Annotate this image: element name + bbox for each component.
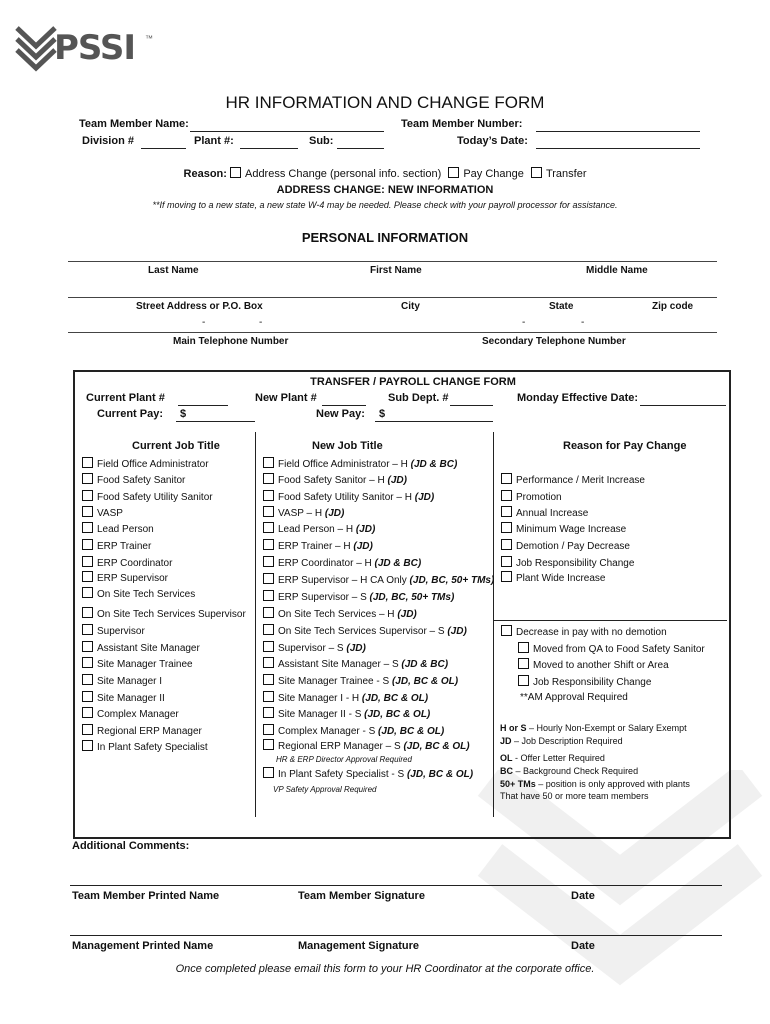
street-label: Street Address or P.O. Box [136,301,263,312]
checkbox[interactable] [263,624,274,635]
new-job-item-label: Assistant Site Manager – S [278,659,402,670]
new-job-item-codes: (JD, BC & OL) [361,693,429,704]
hr-erp-note: HR & ERP Director Approval Required [276,755,412,764]
pay-reason-item-label: Minimum Wage Increase [516,524,627,535]
email-note: Once completed please email this form to your HR Coordinator at the corporate office. [175,963,595,975]
additional-comments-label: Additional Comments: [72,840,190,852]
new-job-item-codes: (JD, BC & OL) [391,676,459,687]
new-plant-label: New Plant # [255,392,317,404]
phone-dash: - [259,317,263,328]
new-plant-field[interactable] [322,405,366,406]
new-job-item-label: Field Office Administrator – H [278,459,411,470]
checkbox[interactable] [263,691,274,702]
legend-key: BC [500,766,513,776]
checkbox[interactable] [518,658,529,669]
checkbox[interactable] [263,657,274,668]
legend-key: H or S [500,723,527,733]
current-plant-label: Current Plant # [86,392,165,404]
checkbox[interactable] [82,657,93,668]
legend-text: - Offer Letter Required [512,753,605,763]
checkbox[interactable] [82,740,93,751]
current-job-item-label: Field Office Administrator [97,459,209,470]
checkbox[interactable] [501,539,512,550]
zip-label: Zip code [652,301,694,312]
decrease-sub-option-label: Job Responsibility Change [533,677,652,688]
current-job-item-label: ERP Supervisor [97,573,168,584]
current-job-item[interactable] [82,724,202,737]
checkbox[interactable] [263,573,274,584]
current-job-item-label: Supervisor [97,626,145,637]
legend-text: That have 50 or more team members [500,791,649,801]
checkbox[interactable] [501,506,512,517]
sub-label: Sub: [309,135,334,147]
new-job-item-codes: (JD, BC & OL) [406,769,474,780]
phone-dash: - [522,317,526,328]
team-member-number-field[interactable] [536,131,700,132]
checkbox[interactable] [82,506,93,517]
divider [68,261,717,262]
checkbox[interactable] [501,571,512,582]
new-pay-field[interactable] [375,421,493,422]
sub-dept-field[interactable] [450,405,493,406]
pay-reason-item-label: Plant Wide Increase [516,573,606,584]
plant-field[interactable] [240,148,298,149]
new-job-item[interactable] [263,767,473,780]
legend-item [500,736,623,746]
current-job-item-label: Lead Person [97,524,154,535]
current-job-item-label: On Site Tech Services Supervisor [97,609,246,620]
todays-date-label: Today’s Date: [457,135,528,147]
address-change-title: ADDRESS CHANGE: NEW INFORMATION [276,184,494,196]
new-job-item-label: Site Manager II - S [278,709,365,720]
new-job-item-codes: (JD) [447,626,467,637]
pay-reason-item[interactable] [501,522,626,535]
legend-item [500,791,649,801]
checkbox[interactable] [82,473,93,484]
checkbox[interactable] [82,724,93,735]
new-job-item-codes: (JD) [353,541,373,552]
checkbox[interactable] [263,522,274,533]
new-job-item-codes: (JD, BC, 50+ TMs) [369,592,455,603]
legend-item [500,753,605,763]
pay-change-checkbox[interactable] [448,167,459,178]
pay-reason-item[interactable] [501,473,645,486]
mgmt-printed-label: Management Printed Name [72,940,214,952]
new-job-item-codes: (JD & BC) [410,459,458,470]
division-label: Division # [82,135,134,147]
mgmt-line[interactable] [70,935,722,936]
current-job-item-label: In Plant Safety Specialist [97,742,208,753]
legend-key: JD [500,736,512,746]
monday-effective-label: Monday Effective Date: [517,392,639,404]
legend-text: – Background Check Required [513,766,639,776]
current-pay-field[interactable] [176,421,255,422]
first-name-label: First Name [370,265,422,276]
checkbox[interactable] [82,691,93,702]
checkbox[interactable] [82,707,93,718]
checkbox[interactable] [263,767,274,778]
current-job-item-label: Site Manager I [97,676,163,687]
decrease-sub-option[interactable] [518,642,705,655]
checkbox[interactable] [263,739,274,750]
checkbox[interactable] [82,587,93,598]
legend-item [500,779,690,789]
new-job-item-label: Supervisor – S [278,643,347,654]
vp-note: VP Safety Approval Required [273,785,377,794]
team-member-number-label: Team Member Number: [401,118,523,130]
division-field[interactable] [141,148,186,149]
checkbox[interactable] [82,641,93,652]
pay-reason-item-label: Demotion / Pay Decrease [516,541,630,552]
new-job-item[interactable] [263,707,430,720]
pay-reason-item-label: Performance / Merit Increase [516,475,645,486]
new-job-item-label: ERP Coordinator – H [278,558,375,569]
column-divider [493,432,494,817]
current-job-item-label: Regional ERP Manager [97,726,202,737]
pay-reason-item[interactable] [501,539,630,552]
team-member-name-field[interactable] [190,131,384,132]
current-job-item[interactable] [82,607,246,620]
checkbox[interactable] [501,473,512,484]
checkbox[interactable] [263,724,274,735]
new-job-item[interactable] [263,539,373,552]
address-change-checkbox[interactable] [230,167,241,178]
legend-key: OL [500,753,513,763]
pay-reason-item[interactable] [501,556,634,569]
tm-signature-label: Team Member Signature [298,890,425,902]
new-job-item[interactable] [263,624,467,637]
new-job-item-label: Food Safety Utility Sanitor – H [278,492,415,503]
new-job-item-label: Lead Person – H [278,524,356,535]
current-job-item-label: Food Safety Utility Sanitor [97,492,213,503]
new-job-item[interactable] [263,674,458,687]
reason-pay-header: Reason for Pay Change [563,440,687,452]
secondary-phone-label: Secondary Telephone Number [482,336,626,347]
current-job-item-label: Site Manager Trainee [97,659,193,670]
new-job-item-label: On Site Tech Services – H [278,609,398,620]
checkbox[interactable] [82,624,93,635]
current-job-item[interactable] [82,641,200,654]
team-member-name-label: Team Member Name: [79,118,189,130]
current-job-item[interactable] [82,457,209,470]
legend-text: – Job Description Required [511,736,623,746]
sub-field[interactable] [337,148,384,149]
checkbox[interactable] [501,625,512,636]
new-job-item-codes: (JD, BC & OL) [364,709,431,720]
tm-date-label: Date [571,890,595,902]
checkbox[interactable] [518,642,529,653]
pay-reason-item[interactable] [501,571,606,584]
new-job-item-codes: (JD) [387,475,407,486]
new-job-item[interactable] [263,590,454,603]
form-title: HR INFORMATION AND CHANGE FORM [225,93,545,112]
tm-printed-label: Team Member Printed Name [72,890,220,902]
checkbox[interactable] [263,556,274,567]
state-label: State [549,301,574,312]
pay-reason-item-label: Promotion [516,492,562,503]
new-job-item[interactable] [263,657,448,670]
pay-reason-item-label: Job Responsibility Change [516,558,635,569]
city-label: City [401,301,420,312]
reason-row [0,167,770,180]
checkbox[interactable] [82,539,93,550]
current-job-item-label: VASP [97,508,123,519]
new-pay-label: New Pay: [316,408,365,420]
personal-info-title: PERSONAL INFORMATION [301,230,469,245]
legend-text: – position is only approved with plants [535,779,690,789]
decrease-sub-option-label: Moved to another Shift or Area [533,660,669,671]
decrease-sub-option[interactable] [518,658,669,671]
sub-dept-label: Sub Dept. # [388,392,449,404]
mgmt-signature-label: Management Signature [298,940,420,952]
current-job-item[interactable] [82,522,154,535]
new-job-item[interactable] [263,607,417,620]
current-job-item[interactable] [82,707,179,720]
checkbox[interactable] [82,522,93,533]
new-job-item-label: Site Manager Trainee - S [278,676,392,687]
current-plant-field[interactable] [178,405,228,406]
currency-symbol: $ [379,408,386,420]
checkbox[interactable] [501,490,512,501]
current-job-item[interactable] [82,691,165,704]
current-job-item[interactable] [82,674,162,687]
new-job-item[interactable] [263,739,470,752]
divider [68,297,717,298]
current-job-item-label: ERP Trainer [97,541,152,552]
pay-reason-item[interactable] [501,506,588,519]
current-job-item[interactable] [82,740,208,753]
new-job-item[interactable] [263,556,421,569]
checkbox[interactable] [263,590,274,601]
divider [68,332,717,333]
new-job-item-codes: (JD, BC, 50+ TMs) [409,575,495,586]
checkbox[interactable] [82,556,93,567]
checkbox[interactable] [82,571,93,582]
pay-reason-item[interactable] [501,490,562,503]
phone-dash: - [581,317,585,328]
pay-reason-item-label: Annual Increase [516,508,589,519]
new-job-item[interactable] [263,522,375,535]
new-job-item-label: In Plant Safety Specialist - S [278,769,407,780]
legend-text: – Hourly Non-Exempt or Salary Exempt [526,723,687,733]
checkbox[interactable] [82,674,93,685]
plant-label: Plant #: [194,135,234,147]
new-job-item-label: VASP – H [278,508,325,519]
checkbox[interactable] [263,707,274,718]
last-name-label: Last Name [148,265,199,276]
current-job-item[interactable] [82,473,185,486]
logo [14,24,164,76]
decrease-option[interactable] [501,625,667,638]
checkbox[interactable] [501,522,512,533]
mgmt-date-label: Date [571,940,595,952]
transfer-checkbox[interactable] [531,167,542,178]
current-job-item-label: On Site Tech Services [97,589,196,600]
current-pay-label: Current Pay: [97,408,164,420]
current-job-item[interactable] [82,539,151,552]
new-job-item[interactable] [263,506,344,519]
reason-option: Transfer [545,168,587,180]
new-job-item[interactable] [263,457,457,470]
current-job-item[interactable] [82,571,168,584]
current-job-item[interactable] [82,506,123,519]
checkbox[interactable] [82,457,93,468]
new-job-item-label: Complex Manager - S [278,726,379,737]
new-job-header: New Job Title [312,440,383,452]
checkbox[interactable] [501,556,512,567]
transfer-title: TRANSFER / PAYROLL CHANGE FORM [310,376,516,388]
checkbox[interactable] [263,607,274,618]
current-job-header: Current Job Title [132,440,220,452]
current-job-item-label: Assistant Site Manager [97,643,200,654]
current-job-item-label: Complex Manager [97,709,179,720]
address-change-note: **If moving to a new state, a new state W-4 may be needed. Please check with your payroll processor for assistance. [152,200,618,210]
checkbox[interactable] [82,490,93,501]
new-job-item[interactable] [263,473,407,486]
new-job-item-label: Regional ERP Manager – S [278,741,404,752]
main-phone-label: Main Telephone Number [173,336,289,347]
decrease-sub-option-label: Moved from QA to Food Safety Sanitor [533,644,705,655]
new-job-item-codes: (JD) [355,524,376,535]
middle-name-label: Middle Name [586,265,648,276]
checkbox[interactable] [263,473,274,484]
reason-option: Address Change (personal info. section) [244,168,442,180]
new-job-item[interactable] [263,573,494,586]
new-job-item-label: ERP Supervisor – H CA Only [278,575,410,586]
comments-line[interactable] [70,885,722,886]
current-job-item[interactable] [82,587,195,600]
new-job-item-codes: (JD) [414,492,435,503]
checkbox[interactable] [263,506,274,517]
decrease-label: Decrease in pay with no demotion [516,627,667,638]
logo-text: PSSI [54,28,136,68]
logo-trademark: ™ [145,34,153,43]
currency-symbol: $ [180,408,187,420]
current-job-item[interactable] [82,490,213,503]
current-job-item-label: ERP Coordinator [97,558,173,569]
reason-label: Reason: [183,168,227,180]
checkbox[interactable] [263,539,274,550]
current-job-item-label: Site Manager II [97,693,165,704]
new-job-item-codes: (JD, BC & OL) [378,726,445,737]
new-job-item-codes: (JD) [346,643,366,654]
current-job-item[interactable] [82,657,193,670]
checkbox[interactable] [518,675,529,686]
decrease-sub-option[interactable] [518,675,651,688]
legend-item [500,723,687,733]
phone-dash: - [202,317,206,328]
monday-effective-field[interactable] [640,405,726,406]
checkbox[interactable] [263,674,274,685]
new-job-item-label: ERP Trainer – H [278,541,354,552]
legend-item [500,766,638,776]
checkbox[interactable] [263,490,274,501]
current-job-item-label: Food Safety Sanitor [97,475,186,486]
new-job-item-codes: (JD) [397,609,417,620]
new-job-item[interactable] [263,691,428,704]
current-job-item[interactable] [82,624,145,637]
column-divider [255,432,256,817]
reason-option: Pay Change [463,168,524,180]
checkbox[interactable] [263,641,274,652]
new-job-item-codes: (JD) [324,508,345,519]
new-job-item-label: Food Safety Sanitor – H [278,475,388,486]
legend-key: 50+ TMs [500,779,536,789]
new-job-item[interactable] [263,724,444,737]
checkbox[interactable] [82,607,93,618]
reason-divider [493,620,727,621]
checkbox[interactable] [263,457,274,468]
new-job-item-codes: (JD, BC & OL) [403,741,470,752]
new-job-item[interactable] [263,490,434,503]
am-approval-note: **AM Approval Required [520,692,628,703]
new-job-item-label: ERP Supervisor – S [278,592,370,603]
current-job-item[interactable] [82,556,172,569]
new-job-item-codes: (JD & BC) [374,558,422,569]
new-job-item-label: Site Manager I - H [278,693,362,704]
new-job-item[interactable] [263,641,366,654]
new-job-item-label: On Site Tech Services Supervisor – S [278,626,448,637]
pssi-chevron-icon [14,24,58,74]
todays-date-field[interactable] [536,148,700,149]
new-job-item-codes: (JD & BC) [401,659,449,670]
